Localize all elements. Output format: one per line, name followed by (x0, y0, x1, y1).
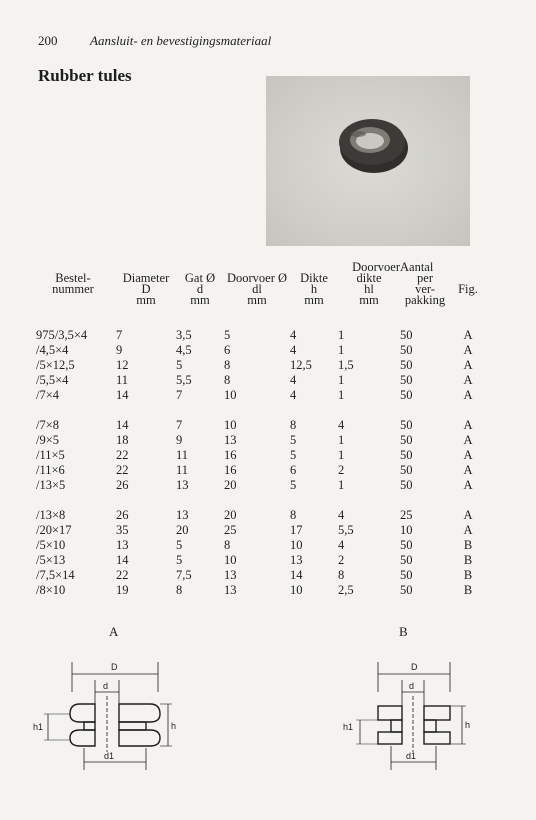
spec-table (30, 262, 486, 598)
cell-fig: A (463, 448, 473, 462)
cell-diameter: 18 (116, 433, 129, 447)
cell-aantal: 50 (400, 388, 413, 402)
cell-doorvoer: 20 (224, 508, 237, 522)
cell-gat: 11 (176, 448, 189, 462)
cell-doorvoer-dikte: 1 (338, 343, 345, 357)
cell-doorvoer-dikte: 1,5 (338, 358, 354, 372)
cell-fig: A (463, 343, 473, 357)
cell-fig: A (463, 508, 473, 522)
cell-doorvoer: 13 (224, 568, 237, 582)
cell-fig: B (463, 553, 473, 567)
table-row (30, 448, 486, 463)
cell-gat: 7 (176, 388, 183, 402)
cell-dikte: 17 (290, 523, 303, 537)
cell-diameter: 12 (116, 358, 129, 372)
cell-doorvoer-dikte: 5,5 (338, 523, 354, 537)
figure-a-diagram (32, 656, 182, 781)
header-doorvoer-dikte-mid: dikte (356, 271, 382, 285)
cell-doorvoer: 6 (224, 343, 231, 357)
cell-doorvoer-dikte: 2 (338, 463, 345, 477)
section-title: Rubber tules (38, 66, 132, 85)
dim-h-label: h (465, 720, 471, 730)
cell-gat: 13 (176, 478, 189, 492)
cell-doorvoer: 10 (224, 553, 237, 567)
cell-aantal: 50 (400, 358, 413, 372)
header-diameter-sym: D (141, 282, 151, 296)
cell-dikte: 4 (290, 373, 297, 387)
cell-doorvoer: 5 (224, 328, 231, 342)
cell-order-number: /7,5×14 (36, 568, 75, 582)
header-dikte-unit: mm (304, 293, 324, 307)
cell-diameter: 14 (116, 553, 129, 567)
cell-order-number: /20×17 (36, 523, 72, 537)
header-gat: Gat Ø (184, 271, 216, 285)
cell-doorvoer: 25 (224, 523, 237, 537)
cell-doorvoer: 13 (224, 433, 237, 447)
cell-order-number: /7×8 (36, 418, 60, 432)
cell-doorvoer-dikte: 1 (338, 373, 345, 387)
cell-diameter: 11 (116, 373, 129, 387)
cell-doorvoer: 8 (224, 538, 231, 552)
table-row (30, 538, 486, 553)
table-row (30, 478, 486, 493)
cell-order-number: /8×10 (36, 583, 66, 597)
cell-dikte: 13 (290, 553, 303, 567)
cell-fig: A (463, 418, 473, 432)
cell-order-number: /4,5×4 (36, 343, 69, 357)
cell-aantal: 50 (400, 568, 413, 582)
dim-D-label: D (411, 662, 418, 672)
header-dikte: Dikte (300, 271, 328, 285)
cell-fig: A (463, 463, 473, 477)
cell-fig: B (463, 568, 473, 582)
dim-h-label: h (171, 721, 177, 731)
cell-doorvoer-dikte: 1 (338, 388, 345, 402)
header-fig: Fig. (458, 282, 478, 296)
cell-aantal: 50 (400, 478, 413, 492)
running-title: Aansluit- en bevestigingsmateriaal (90, 33, 272, 48)
header-diameter-unit: mm (136, 293, 156, 307)
rubber-grommet-image (266, 76, 470, 246)
table-row (30, 553, 486, 568)
cell-dikte: 5 (290, 478, 297, 492)
header-doorvoer-unit: mm (247, 293, 267, 307)
header-bestel-bottom: nummer (52, 282, 94, 296)
page-number: 200 (38, 33, 58, 48)
table-row (30, 433, 486, 448)
cell-dikte: 10 (290, 583, 303, 597)
cell-order-number: /11×6 (36, 463, 65, 477)
header-aantal-top: Aantal (400, 260, 434, 274)
cell-fig: B (463, 583, 473, 597)
cell-gat: 8 (176, 583, 183, 597)
cell-dikte: 10 (290, 538, 303, 552)
cell-dikte: 4 (290, 343, 297, 357)
header-gat-sym: d (196, 282, 204, 296)
header-doorvoer-dikte-top: Doorvoer (352, 260, 400, 274)
cell-doorvoer: 16 (224, 448, 237, 462)
table-row (30, 523, 486, 538)
cell-gat: 20 (176, 523, 189, 537)
table-row (30, 583, 486, 598)
cell-aantal: 50 (400, 343, 413, 357)
cell-gat: 3,5 (176, 328, 192, 342)
cell-diameter: 13 (116, 538, 129, 552)
cell-diameter: 22 (116, 568, 129, 582)
cell-fig: B (463, 538, 473, 552)
cell-dikte: 4 (290, 328, 297, 342)
figure-b-label: B (399, 624, 408, 639)
cell-doorvoer: 8 (224, 358, 231, 372)
cell-gat: 11 (176, 463, 189, 477)
header-diameter: Diameter (122, 271, 170, 285)
header-bestel-top: Bestel- (55, 271, 91, 285)
cell-doorvoer-dikte: 8 (338, 568, 345, 582)
cell-fig: A (463, 433, 473, 447)
dim-d1-label: d1 (104, 751, 115, 761)
cell-doorvoer: 13 (224, 583, 237, 597)
table-body (30, 328, 486, 598)
table-row (30, 463, 486, 478)
figure-a-label: A (109, 624, 119, 639)
cell-doorvoer-dikte: 1 (338, 328, 345, 342)
dim-d-label: d (409, 681, 415, 691)
table-row (30, 373, 486, 388)
dim-d1-label: d1 (406, 751, 417, 761)
header-doorvoer-dikte-sym: hl (364, 282, 374, 296)
cell-aantal: 50 (400, 583, 413, 597)
cell-gat: 7,5 (176, 568, 192, 582)
cell-doorvoer-dikte: 4 (338, 508, 345, 522)
cell-aantal: 50 (400, 418, 413, 432)
cell-aantal: 50 (400, 538, 413, 552)
table-header (30, 262, 486, 328)
cell-diameter: 9 (116, 343, 123, 357)
table-row (30, 508, 486, 523)
table-row (30, 418, 486, 433)
cell-diameter: 14 (116, 418, 129, 432)
cell-doorvoer: 10 (224, 388, 237, 402)
cell-fig: A (463, 328, 473, 342)
cell-order-number: /13×8 (36, 508, 66, 522)
cell-order-number: /11×5 (36, 448, 65, 462)
dim-h1-label: h1 (343, 722, 354, 732)
cell-fig: A (463, 373, 473, 387)
header-doorvoer-dikte-unit: mm (359, 293, 379, 307)
cell-gat: 13 (176, 508, 189, 522)
cell-doorvoer-dikte: 2,5 (338, 583, 354, 597)
cell-diameter: 26 (116, 508, 129, 522)
cell-order-number: /5×10 (36, 538, 66, 552)
cell-fig: A (463, 478, 473, 492)
header-aantal-bottom: pakking (404, 293, 446, 307)
cell-doorvoer: 16 (224, 463, 237, 477)
header-dikte-sym: h (310, 282, 318, 296)
header-aantal-low: ver- (415, 282, 435, 296)
cell-order-number: /13×5 (36, 478, 66, 492)
cell-diameter: 19 (116, 583, 129, 597)
cell-dikte: 4 (290, 388, 297, 402)
figure-b-diagram (334, 656, 484, 781)
cell-doorvoer: 10 (224, 418, 237, 432)
cell-doorvoer-dikte: 4 (338, 418, 345, 432)
table-row (30, 328, 486, 343)
cell-diameter: 26 (116, 478, 129, 492)
cell-gat: 4,5 (176, 343, 192, 357)
table-row (30, 388, 486, 403)
cell-fig: A (463, 388, 473, 402)
cell-aantal: 25 (400, 508, 413, 522)
header-doorvoer: Doorvoer Ø (226, 271, 288, 285)
cell-doorvoer-dikte: 1 (338, 433, 345, 447)
cell-order-number: /9×5 (36, 433, 60, 447)
cell-aantal: 50 (400, 448, 413, 462)
cell-diameter: 22 (116, 448, 129, 462)
dim-h1-label: h1 (33, 722, 44, 732)
cell-gat: 5 (176, 553, 183, 567)
cell-diameter: 22 (116, 463, 129, 477)
cell-order-number: 975/3,5×4 (36, 328, 88, 342)
cell-order-number: /5,5×4 (36, 373, 69, 387)
cell-order-number: /5×13 (36, 553, 66, 567)
cell-doorvoer-dikte: 2 (338, 553, 345, 567)
cell-aantal: 10 (400, 523, 413, 537)
cell-gat: 5 (176, 358, 183, 372)
cell-dikte: 8 (290, 418, 297, 432)
cell-aantal: 50 (400, 373, 413, 387)
cell-aantal: 50 (400, 553, 413, 567)
table-row (30, 568, 486, 583)
table-row (30, 343, 486, 358)
cell-gat: 7 (176, 418, 183, 432)
cell-diameter: 14 (116, 388, 129, 402)
cell-fig: A (463, 358, 473, 372)
product-photo (266, 76, 470, 246)
cell-dikte: 6 (290, 463, 297, 477)
cell-doorvoer: 20 (224, 478, 237, 492)
cell-dikte: 8 (290, 508, 297, 522)
table-row (30, 358, 486, 373)
dim-D-label: D (111, 662, 118, 672)
dim-d-label: d (103, 681, 109, 691)
cell-doorvoer-dikte: 1 (338, 448, 345, 462)
cell-aantal: 50 (400, 328, 413, 342)
header-gat-unit: mm (190, 293, 210, 307)
cell-dikte: 5 (290, 433, 297, 447)
cell-dikte: 14 (290, 568, 303, 582)
cell-doorvoer-dikte: 1 (338, 478, 345, 492)
header-aantal-mid: per (417, 271, 433, 285)
page-header (38, 33, 271, 49)
cell-gat: 5 (176, 538, 183, 552)
header-doorvoer-sym: dl (252, 282, 262, 296)
cell-doorvoer: 8 (224, 373, 231, 387)
cell-dikte: 12,5 (290, 358, 312, 372)
cell-gat: 9 (176, 433, 183, 447)
cell-fig: A (463, 523, 473, 537)
cell-aantal: 50 (400, 463, 413, 477)
cell-gat: 5,5 (176, 373, 192, 387)
cell-diameter: 7 (116, 328, 123, 342)
cell-order-number: /5×12,5 (36, 358, 75, 372)
cell-dikte: 5 (290, 448, 297, 462)
cell-diameter: 35 (116, 523, 129, 537)
cell-order-number: /7×4 (36, 388, 60, 402)
cell-doorvoer-dikte: 4 (338, 538, 345, 552)
cell-aantal: 50 (400, 433, 413, 447)
